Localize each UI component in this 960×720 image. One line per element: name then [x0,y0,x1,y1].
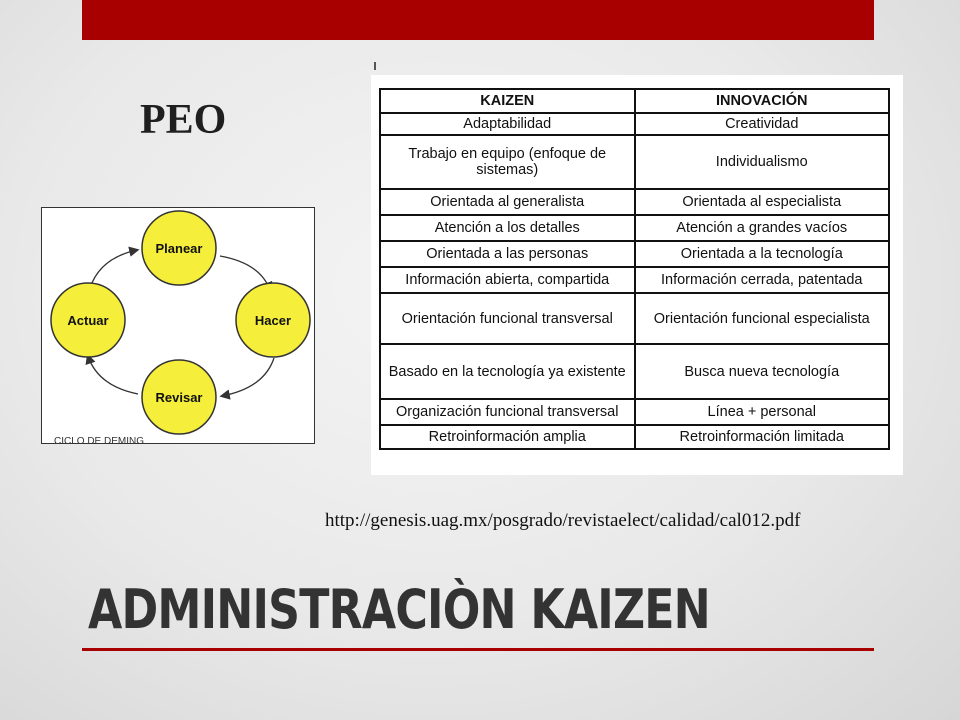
table-row [380,189,889,215]
table-row [380,215,889,241]
node-label-actuar: Actuar [67,313,109,328]
table-row [380,135,889,189]
table-row [380,293,889,344]
cell-kaizen: Adaptabilidad [380,113,635,135]
peo-label: PEO [140,97,227,143]
table-header-row [380,89,889,113]
arrow-actuar-planear [90,250,137,288]
cell-kaizen: Orientada al generalista [380,189,635,215]
header-kaizen: KAIZEN [380,89,635,113]
arrow-revisar-actuar [88,356,138,394]
top-accent-bar [82,0,874,40]
node-label-planear: Planear [155,241,203,256]
cell-kaizen: Organización funcional transversal [380,399,635,425]
cycle-caption: CICLO DE DEMING [54,436,145,444]
cell-kaizen: Retroinformación amplia [380,425,635,449]
node-label-revisar: Revisar [155,390,203,405]
cell-innovacion: Orientada a la tecnología [635,241,890,267]
table-row [380,113,889,135]
cell-innovacion: Línea + personal [635,399,890,425]
cell-innovacion: Información cerrada, patentada [635,267,890,293]
arrow-hacer-revisar [222,358,274,396]
cell-kaizen: Orientada a las personas [380,241,635,267]
cell-innovacion: Individualismo [635,135,890,189]
deming-cycle-diagram [41,207,315,444]
cell-kaizen: Basado en la tecnología ya existente [380,344,635,399]
cell-kaizen: Trabajo en equipo (enfoque de sistemas) [380,135,635,189]
cell-kaizen: Orientación funcional transversal [380,293,635,344]
source-url[interactable]: http://genesis.uag.mx/posgrado/revistaelect/calidad/cal012.pdf [325,510,801,531]
node-label-hacer: Hacer [254,313,292,328]
cell-innovacion: Busca nueva tecnología [635,344,890,399]
table-row [380,425,889,449]
cell-innovacion: Retroinformación limitada [635,425,890,449]
table-row [380,399,889,425]
tick-mark [374,62,376,70]
table-row [380,241,889,267]
cell-innovacion: Orientación funcional especialista [635,293,890,344]
table-row [380,344,889,399]
cell-kaizen: Información abierta, compartida [380,267,635,293]
slide-title: ADMINISTRACIÒN KAIZEN [88,578,710,641]
cell-innovacion: Atención a grandes vacíos [635,215,890,241]
table-row [380,267,889,293]
cell-innovacion: Orientada al especialista [635,189,890,215]
cell-innovacion: Creatividad [635,113,890,135]
header-innovacion: INNOVACIÓN [635,89,890,113]
bottom-accent-line [82,648,874,651]
cell-kaizen: Atención a los detalles [380,215,635,241]
kaizen-vs-innovation-panel [371,75,903,475]
kaizen-vs-innovation-table [379,88,890,450]
deming-cycle-svg [42,208,315,444]
